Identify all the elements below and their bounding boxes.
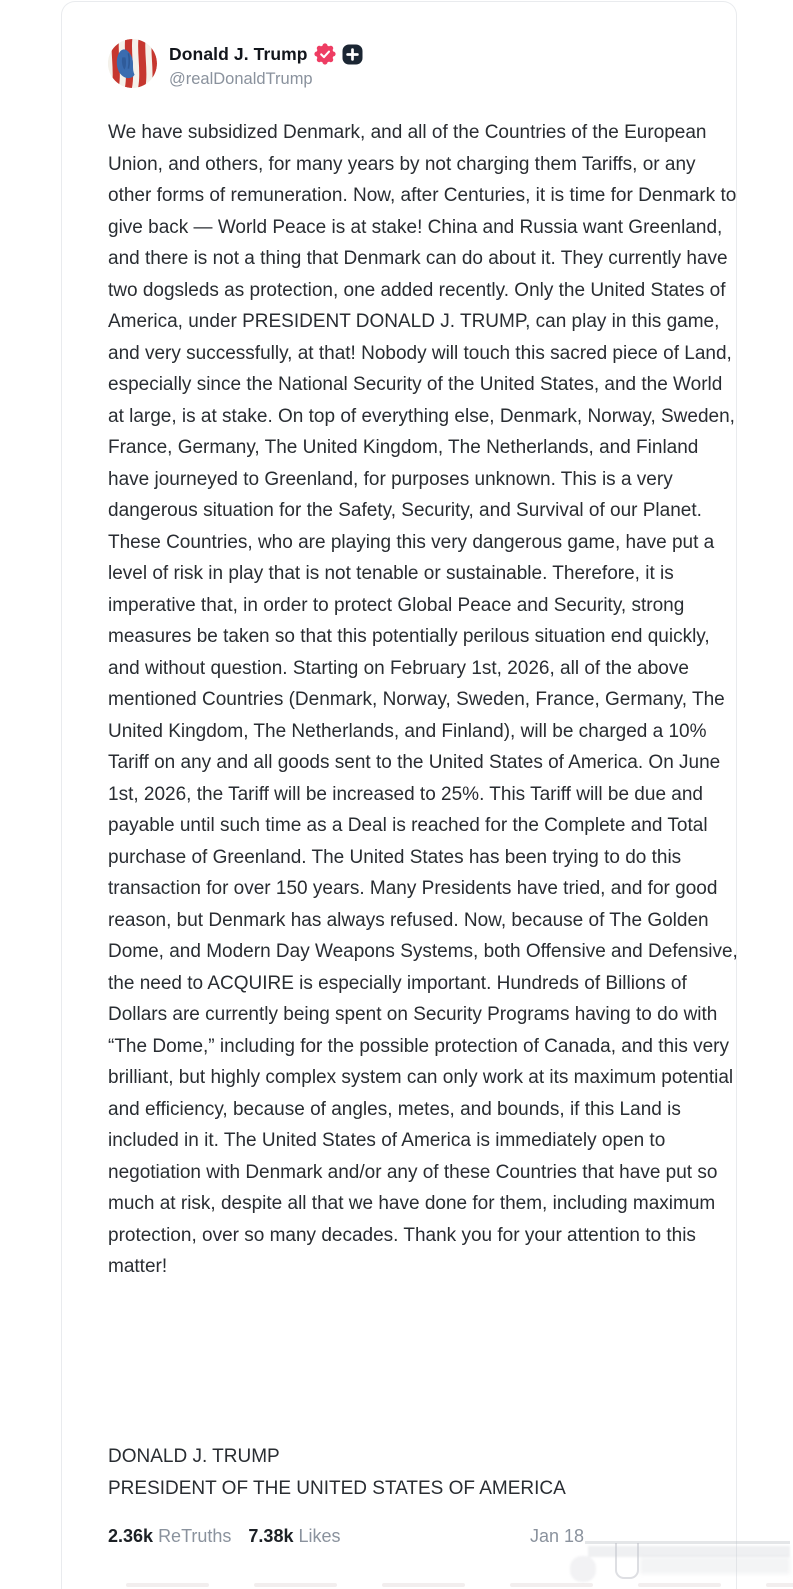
signature-block <box>108 1441 566 1504</box>
retruths-stat[interactable] <box>108 1526 231 1547</box>
author-block <box>169 43 363 89</box>
retruths-label: ReTruths <box>158 1526 232 1546</box>
post-card <box>61 1 737 1589</box>
flag-face-avatar-image <box>108 39 157 88</box>
stats-row <box>108 1526 730 1547</box>
truth-plus-badge-icon <box>342 44 363 65</box>
likes-stat[interactable] <box>248 1526 340 1547</box>
cutoff-action-button <box>766 1583 793 1587</box>
avatar[interactable] <box>108 39 157 88</box>
cutoff-action-button <box>510 1583 593 1587</box>
author-handle[interactable]: @realDonaldTrump <box>169 70 313 88</box>
retruths-count: 2.36k <box>108 1526 154 1546</box>
verified-badge-icon <box>314 43 336 65</box>
author-name[interactable]: Donald J. Trump <box>169 43 308 64</box>
cutoff-action-button <box>382 1583 465 1587</box>
post-date[interactable]: Jan 18 <box>529 1526 584 1546</box>
cutoff-action-button <box>254 1583 337 1587</box>
cutoff-action-button <box>126 1583 209 1587</box>
post-body: We have subsidized Denmark, and all of the Countries of the European Union, and others, for many years by not charging them Tariffs, or any other forms of remuneration. Now, after Centuries, it is time for Denmark to give back — World Peace is at stake! China and Russia want Greenland, and there is not a thing that Denmark can do about it. They currently have two dogsleds as protection, one added recently. Only the United States of America, under PRESIDENT DONALD J. TRUMP, can play in this game, and very successfully, at that! Nobody will touch this sacred piece of Land, especially since the National Security of the United States, and the World at large, is at stake. On top of everything else, Denmark, Norway, Sweden, France, Germany, The United Kingdom, The Netherlands, and Finland have journeyed to Greenland, for purposes unknown. This is a very dangerous situation for the Safety, Security, and Survival of our Planet. These Countries, who are playing this very dangerous game, have put a level of risk in play that is not tenable or sustainable. Therefore, it is imperative that, in order to protect Global Peace and Security, strong measures be taken so that this potentially perilous situation end quickly, and without question. Starting on February 1st, 2026, all of the above mentioned Countries (Denmark, Norway, Sweden, France, Germany, The United Kingdom, The Netherlands, and Finland), will be charged a 10% Tariff on any and all goods sent to the United States of America. On June 1st, 2026, the Tariff will be increased to 25%. This Tariff will be due and payable until such time as a Deal is reached for the Complete and Total purchase of Greenland. The United States has been trying to do this transaction for over 150 years. Many Presidents have tried, and for good reason, but Denmark has always refused. Now, because of The Golden Dome, and Modern Day Weapons Systems, both Offensive and Defensive, the need to ACQUIRE is especially important. Hundreds of Billions of Dollars are currently being spent on Security Programs having to do with “The Dome,” including for the possible protection of Canada, and this very brilliant, but highly complex system can only work at its maximum potential and efficiency, because of angles, metes, and bounds, if this Land is included in it. The United States of America is immediately open to negotiation with Denmark and/or any of these Countries that have put so much at risk, despite all that we have done for them, including maximum protection, over so many decades. Thank you for your attention to this matter! <box>108 122 738 1277</box>
signature-name: DONALD J. TRUMP <box>108 1446 280 1467</box>
likes-label: Likes <box>298 1526 341 1546</box>
likes-count: 7.38k <box>248 1526 294 1546</box>
signature-title: PRESIDENT OF THE UNITED STATES OF AMERICA <box>108 1477 566 1499</box>
cutoff-action-button <box>638 1583 721 1587</box>
